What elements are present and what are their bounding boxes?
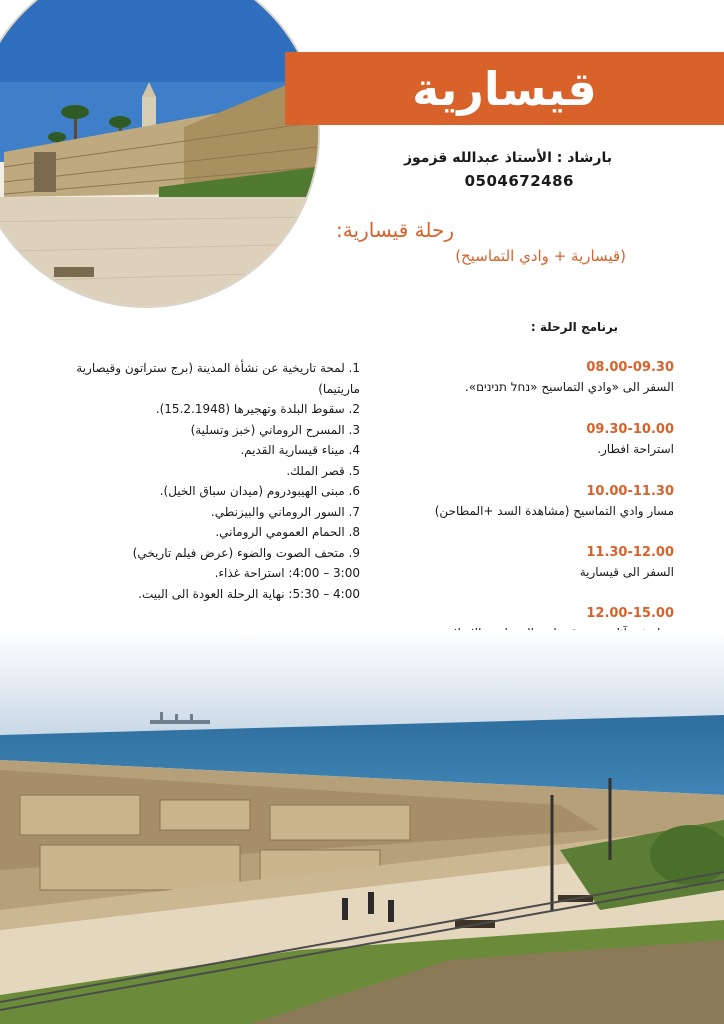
schedule-item <box>354 422 674 456</box>
list-item: 1. لمحة تاريخية عن نشأة المدينة (برج ستراتون وقيصارية ماريتيما) <box>76 361 360 396</box>
guide-phone: 0504672486 <box>464 172 574 190</box>
schedule-desc: السفر الى قيسارية <box>579 565 674 579</box>
schedule-time: 10.00-11.30 <box>586 484 674 499</box>
trip-title: رحلة قيسارية: <box>336 218 454 242</box>
list-item: 9. متحف الصوت والضوء (عرض فيلم تاريخي) <box>132 545 360 560</box>
page-title: قيسارية <box>412 61 597 116</box>
caesarea-coast-photo <box>0 630 724 1024</box>
stops-list <box>40 358 360 604</box>
title-banner <box>285 52 724 125</box>
trip-subtitle: (قيسارية + وادي التماسيح) <box>455 247 626 265</box>
schedule-item <box>354 545 674 579</box>
guide-name: بارشاد : الأستاذ عبدالله قزموز <box>403 150 612 166</box>
schedule-desc: مسار وادي التماسيح (مشاهدة السد +المطاحن) <box>434 504 674 518</box>
list-item: 7. السور الروماني والبيزنطي. <box>210 504 360 519</box>
list-item: 4:00 – 5:30: نهاية الرحلة العودة الى البيت. <box>138 586 360 601</box>
schedule-time: 08.00-09.30 <box>586 360 674 375</box>
schedule-item <box>354 484 674 518</box>
schedule-item <box>354 360 674 394</box>
list-item: 2. سقوط البلدة وتهجيرها (15.2.1948). <box>155 402 360 416</box>
schedule-desc: السفر الى «وادي التماسيح «נחל תנינים». <box>464 380 674 394</box>
list-item: 3. المسرح الروماني (خبز وتسلية) <box>190 422 360 437</box>
schedule-time: 11.30-12.00 <box>586 545 674 560</box>
caesarea-fortress-photo <box>0 0 320 308</box>
list-item: 6. مبنى الهيبودروم (ميدان سباق الخيل). <box>159 484 360 498</box>
list-item: 4. ميناء قيسارية القديم. <box>240 443 360 457</box>
schedule-desc: استراحة افطار. <box>597 442 674 456</box>
list-item: 8. الحمام العمومي الروماني. <box>215 525 360 539</box>
schedule-time: 12.00-15.00 <box>586 606 674 621</box>
list-item: 3:00 – 4:00: استراحة غذاء. <box>214 566 360 580</box>
schedule-time: 09.30-10.00 <box>586 422 674 437</box>
program-title: برنامج الرحلة : <box>530 320 618 334</box>
list-item: 5. قصر الملك. <box>286 463 360 478</box>
